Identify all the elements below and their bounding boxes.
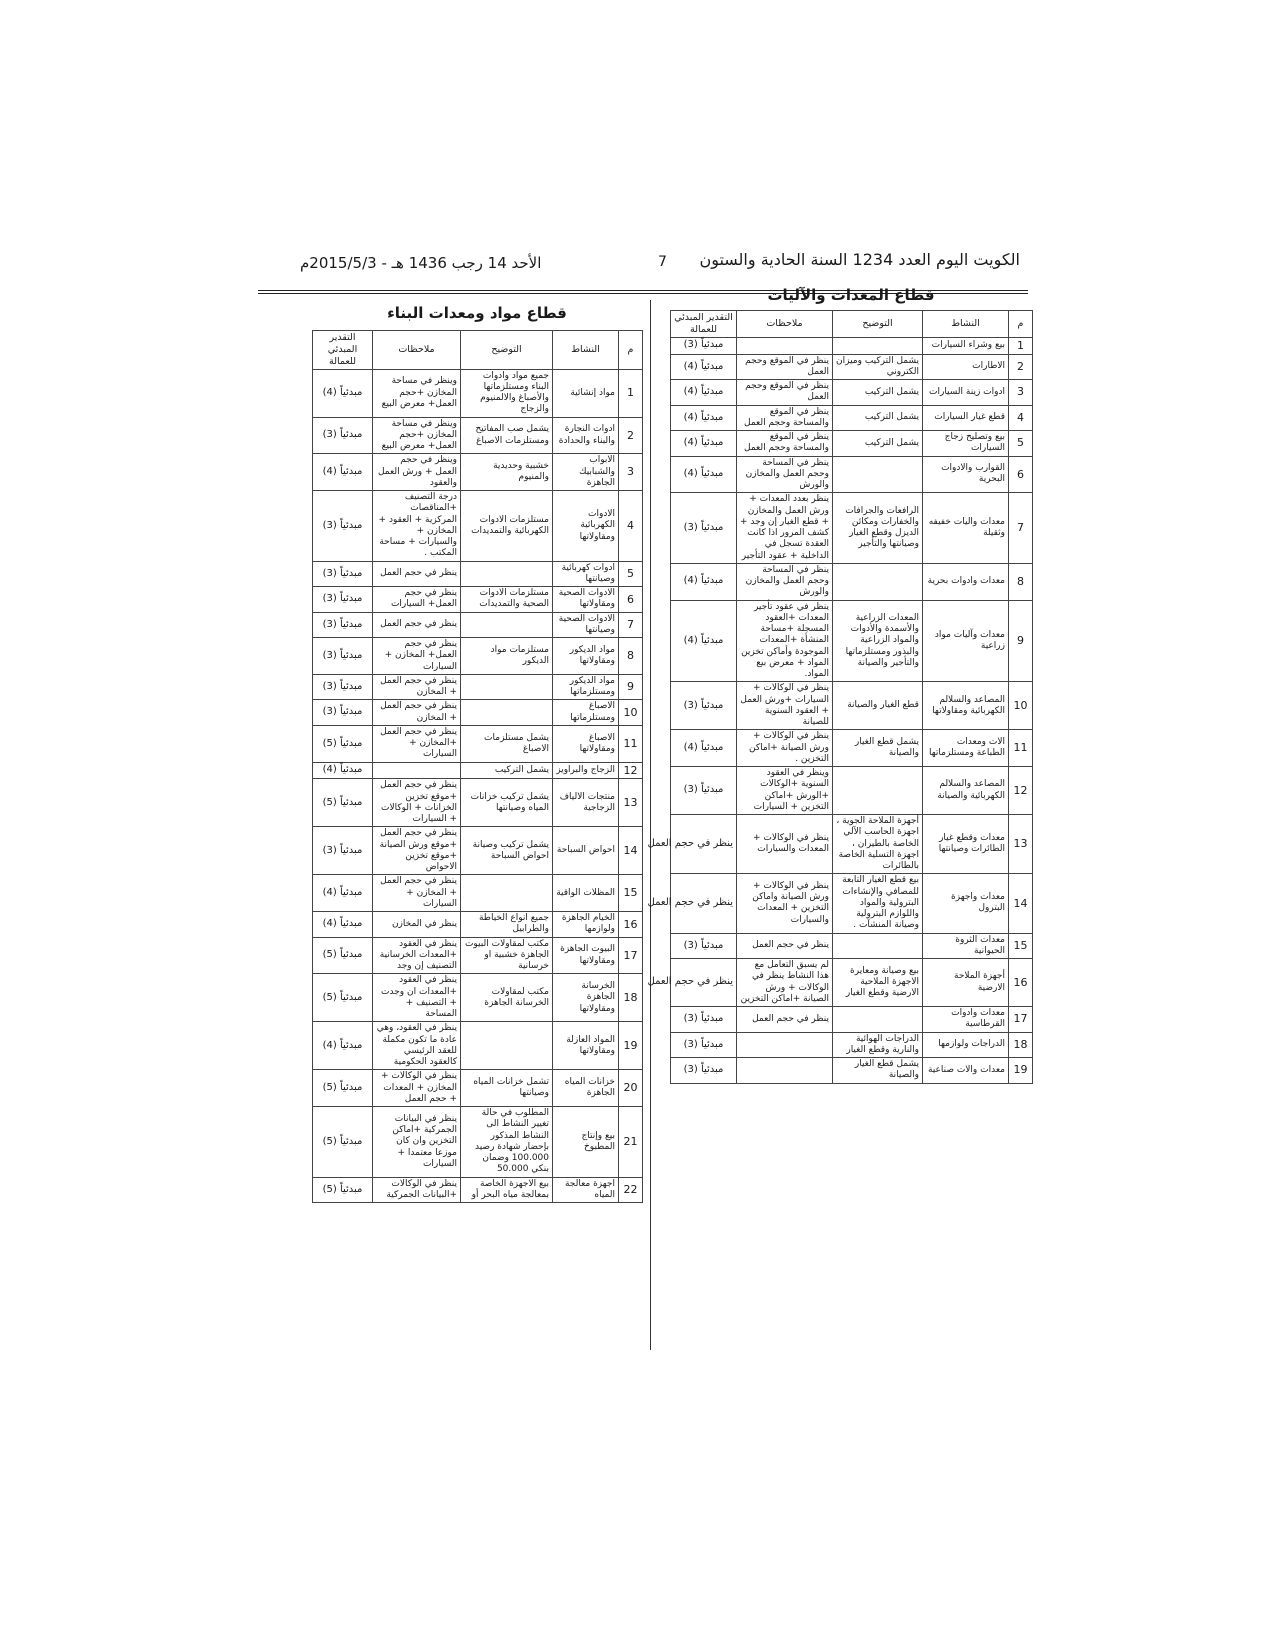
row-number: 18 bbox=[1009, 1032, 1033, 1058]
notes-cell: وينظر في العقود السنوية +الوكالات +الورش +اماكن التخزين + السيارات bbox=[737, 767, 833, 815]
activity-cell: معدات وادوات القرطاسية bbox=[923, 1007, 1009, 1033]
table-row bbox=[313, 587, 643, 613]
table-body bbox=[313, 369, 643, 1203]
estimate-cell: مبدئياً (4) bbox=[671, 456, 737, 493]
table-row bbox=[313, 937, 643, 974]
col-header-number: م bbox=[619, 331, 643, 370]
estimate-cell: مبدئياً (3) bbox=[313, 827, 373, 875]
notes-cell: ينظر في العقود +المعدات الخرسانية التصنيف إن وجد bbox=[373, 937, 461, 974]
description-cell: يشمل تركيب وصيانة احواض السباحة bbox=[461, 827, 553, 875]
description-cell: بيع الاجهزة الخاصة بمعالجة مياه البحر أو bbox=[461, 1177, 553, 1203]
col-header-activity: النشاط bbox=[553, 331, 619, 370]
estimate-cell: مبدئياً (4) bbox=[313, 762, 373, 779]
activity-cell: ادوات زينة السيارات bbox=[923, 380, 1009, 406]
notes-cell: ينظر في الموقع والمساحة وحجم العمل bbox=[737, 431, 833, 457]
table-row bbox=[313, 1070, 643, 1107]
estimate-cell: مبدئياً (5) bbox=[313, 1177, 373, 1203]
estimate-cell: مبدئياً (3) bbox=[313, 417, 373, 454]
notes-cell: ينظر في حجم العمل bbox=[373, 612, 461, 638]
estimate-cell: مبدئياً (3) bbox=[313, 561, 373, 587]
description-cell: يشمل قطع الغيار والصيانة bbox=[833, 1058, 923, 1084]
activity-cell: معدات الثروة الحيوانية bbox=[923, 933, 1009, 959]
estimate-cell: مبدئياً (4) bbox=[671, 380, 737, 406]
description-cell: يشمل التركيب bbox=[461, 762, 553, 779]
table-row bbox=[671, 354, 1033, 380]
activity-cell: معدات واليات خفيفه وثقيلة bbox=[923, 493, 1009, 564]
notes-cell: ينظر في الموقع وحجم العمل bbox=[737, 380, 833, 406]
description-cell: قطع الغيار والصيانة bbox=[833, 682, 923, 730]
table-row bbox=[671, 600, 1033, 682]
activity-cell: معدات وآليات مواد زراعية bbox=[923, 600, 1009, 682]
notes-cell: وينظر في مساحة المخازن +حجم العمل+ معرض البيع bbox=[373, 417, 461, 454]
notes-cell: ينظر في حجم العمل +موقع ورش الصيانة +موقع تخزين الاحواض bbox=[373, 827, 461, 875]
row-number: 6 bbox=[1009, 456, 1033, 493]
notes-cell: وينظر في مساحة المخازن +حجم العمل+ معرض البيع bbox=[373, 369, 461, 417]
row-number: 7 bbox=[1009, 493, 1033, 564]
notes-cell: ينظر في الموقع والمساحة وحجم العمل bbox=[737, 405, 833, 431]
estimate-cell: مبدئياً (4) bbox=[313, 1022, 373, 1070]
row-number: 19 bbox=[1009, 1058, 1033, 1084]
notes-cell: ينظر في حجم العمل + المخازن bbox=[373, 674, 461, 700]
row-number: 5 bbox=[619, 561, 643, 587]
row-number: 11 bbox=[1009, 730, 1033, 767]
activity-cell: بيع وتصليح زجاج السيارات bbox=[923, 431, 1009, 457]
notes-cell: ينظر في حجم العمل + المخازن + السيارات bbox=[373, 875, 461, 912]
description-cell: المعدات الزراعية والأسمدة والأدوات والمواد الزراعية والبذور ومستلزماتها والتأجير والصيانة bbox=[833, 600, 923, 682]
table-row bbox=[671, 933, 1033, 959]
estimate-cell: مبدئياً (5) bbox=[313, 1070, 373, 1107]
notes-cell: ينظر في حجم العمل bbox=[737, 933, 833, 959]
estimate-cell: مبدئياً (4) bbox=[671, 431, 737, 457]
estimate-cell: مبدئياً (5) bbox=[313, 974, 373, 1022]
row-number: 7 bbox=[619, 612, 643, 638]
equipment-machinery-table bbox=[647, 310, 1033, 1084]
row-number: 2 bbox=[1009, 354, 1033, 380]
row-number: 16 bbox=[619, 912, 643, 938]
row-number: 12 bbox=[1009, 767, 1033, 815]
row-number: 13 bbox=[1009, 815, 1033, 874]
table-row bbox=[313, 912, 643, 938]
row-number: 10 bbox=[1009, 682, 1033, 730]
row-number: 20 bbox=[619, 1070, 643, 1107]
row-number: 14 bbox=[619, 827, 643, 875]
row-number: 8 bbox=[1009, 563, 1033, 600]
notes-cell: ينظر في حجم العمل bbox=[373, 561, 461, 587]
row-number: 15 bbox=[1009, 933, 1033, 959]
activity-cell: معدات والات صناعية bbox=[923, 1058, 1009, 1084]
activity-cell: بيع وإنتاج المطبوخ bbox=[553, 1107, 619, 1178]
description-cell: مكتب لمقاولات الخرسانة الجاهزة bbox=[461, 974, 553, 1022]
table-row bbox=[313, 561, 643, 587]
table-row bbox=[313, 417, 643, 454]
table-row bbox=[671, 1032, 1033, 1058]
notes-cell: ينظر في الوكالات + السيارات +ورش العمل + العقود السنوية للصيانة bbox=[737, 682, 833, 730]
estimate-cell: ينظر في حجم العمل bbox=[671, 815, 737, 874]
table-row bbox=[313, 612, 643, 638]
table-header-row bbox=[671, 311, 1033, 338]
activity-cell: احواض السباحة bbox=[553, 827, 619, 875]
publication-title: الكويت اليوم العدد 1234 السنة الحادية والستون bbox=[699, 250, 1020, 269]
description-cell bbox=[461, 561, 553, 587]
row-number: 21 bbox=[619, 1107, 643, 1178]
activity-cell: الخرسانة الجاهزة ومقاولاتها bbox=[553, 974, 619, 1022]
activity-cell: القوارب والادوات البحرية bbox=[923, 456, 1009, 493]
table-row bbox=[671, 431, 1033, 457]
notes-cell: ينظر في حجم العمل bbox=[737, 1007, 833, 1033]
table-row bbox=[313, 725, 643, 762]
description-cell: يشمل التركيب bbox=[833, 431, 923, 457]
estimate-cell: مبدئياً (3) bbox=[313, 587, 373, 613]
activity-cell: مواد الديكور ومستلزماتها bbox=[553, 674, 619, 700]
building-materials-table bbox=[312, 330, 643, 1203]
estimate-cell: مبدئياً (4) bbox=[671, 563, 737, 600]
notes-cell: ينظر في الوكالات + ورش الصيانة واماكن التخزين + المعدات والسيارات bbox=[737, 874, 833, 933]
activity-cell: قطع غيار السيارات bbox=[923, 405, 1009, 431]
description-cell: مكتب لمقاولات البيوت الجاهزة خشبية او خرسانية bbox=[461, 937, 553, 974]
notes-cell: ينظر في العقود +المعدات ان وجدت + التصنيف + المساحة bbox=[373, 974, 461, 1022]
issue-date: الأحد 14 رجب 1436 هـ - 2015/5/3م bbox=[300, 254, 542, 272]
estimate-cell: مبدئياً (4) bbox=[671, 354, 737, 380]
row-number: 11 bbox=[619, 725, 643, 762]
col-header-notes: ملاحظات bbox=[737, 311, 833, 338]
description-cell bbox=[833, 767, 923, 815]
table-row bbox=[313, 974, 643, 1022]
estimate-cell: مبدئياً (3) bbox=[671, 933, 737, 959]
table-row bbox=[313, 779, 643, 827]
estimate-cell: مبدئياً (4) bbox=[313, 454, 373, 491]
table-body bbox=[647, 337, 1033, 1083]
right-section-title: قطاع المعدات والآليات bbox=[767, 286, 935, 304]
table-row bbox=[313, 762, 643, 779]
table-row bbox=[671, 1058, 1033, 1084]
estimate-cell: مبدئياً (4) bbox=[313, 875, 373, 912]
description-cell: مستلزمات الادوات الكهربائية والتمديدات bbox=[461, 491, 553, 562]
description-cell: يشمل مستلزمات الاصباغ bbox=[461, 725, 553, 762]
activity-cell: الزجاج والبراويز bbox=[553, 762, 619, 779]
notes-cell: ينظر في حجم العمل+ السيارات bbox=[373, 587, 461, 613]
table-row bbox=[671, 456, 1033, 493]
estimate-cell: مبدئياً (5) bbox=[313, 937, 373, 974]
description-cell: جميع مواد وادوات البناء ومستلزماتها والأصباغ والالمنيوم والزجاج bbox=[461, 369, 553, 417]
description-cell: يشمل صب المفاتيح ومستلزمات الاصباغ bbox=[461, 417, 553, 454]
table-row bbox=[313, 369, 643, 417]
description-cell: يشمل التركيب وميزان الكتروني bbox=[833, 354, 923, 380]
activity-cell: الخيام الجاهزة ولوازمها bbox=[553, 912, 619, 938]
table-row bbox=[313, 1107, 643, 1178]
estimate-cell: مبدئياً (3) bbox=[671, 1058, 737, 1084]
activity-cell: أجهزة الملاحة الارضية bbox=[923, 959, 1009, 1007]
estimate-cell: مبدئياً (3) bbox=[313, 700, 373, 726]
col-header-description: التوضيح bbox=[833, 311, 923, 338]
activity-cell: البيوت الجاهزة ومقاولاتها bbox=[553, 937, 619, 974]
activity-cell: الاصباغ ومقاولاتها bbox=[553, 725, 619, 762]
estimate-cell: مبدئياً (3) bbox=[671, 767, 737, 815]
description-cell: الدراجات الهوائية والنارية وقطع الغيار bbox=[833, 1032, 923, 1058]
col-header-number: م bbox=[1009, 311, 1033, 338]
column-divider bbox=[650, 300, 651, 1350]
description-cell bbox=[833, 933, 923, 959]
notes-cell: ينظر في الموقع وحجم العمل bbox=[737, 354, 833, 380]
activity-cell: الادوات الصحية ومقاولاتها bbox=[553, 587, 619, 613]
col-header-activity: النشاط bbox=[923, 311, 1009, 338]
row-number: 1 bbox=[619, 369, 643, 417]
notes-cell: ينظر في حجم العمل+ المخازن + السيارات bbox=[373, 638, 461, 675]
notes-cell: درجة التصنيف +المناقصات المركزية + العقود + المخازن + والسيارات + مساحة المكتب . bbox=[373, 491, 461, 562]
notes-cell: ينظر في حجم العمل +موقع تخزين الخزانات + الوكالات + السيارات bbox=[373, 779, 461, 827]
table-row bbox=[671, 767, 1033, 815]
estimate-cell: مبدئياً (3) bbox=[671, 682, 737, 730]
activity-cell: الادوات الكهربائية ومقاولاتها bbox=[553, 491, 619, 562]
page-header bbox=[300, 248, 1020, 288]
notes-cell: ينظر في حجم العمل +المخازن + السيارات bbox=[373, 725, 461, 762]
row-number: 4 bbox=[1009, 405, 1033, 431]
row-number: 10 bbox=[619, 700, 643, 726]
table-row bbox=[671, 959, 1033, 1007]
activity-cell: بيع وشراء السيارات bbox=[923, 337, 1009, 354]
table-row bbox=[671, 337, 1033, 354]
table-row bbox=[671, 563, 1033, 600]
activity-cell: الات ومعدات الطباعة ومستلزماتها bbox=[923, 730, 1009, 767]
description-cell: تشمل خزانات المياه وصيانتها bbox=[461, 1070, 553, 1107]
estimate-cell: مبدئياً (3) bbox=[671, 1032, 737, 1058]
notes-cell bbox=[737, 1058, 833, 1084]
col-header-notes: ملاحظات bbox=[373, 331, 461, 370]
estimate-cell: ينظر في حجم العمل bbox=[671, 959, 737, 1007]
table-row bbox=[671, 730, 1033, 767]
notes-cell: وينظر في حجم العمل + ورش العمل والعقود bbox=[373, 454, 461, 491]
table-row bbox=[313, 454, 643, 491]
row-number: 3 bbox=[1009, 380, 1033, 406]
row-number: 2 bbox=[619, 417, 643, 454]
notes-cell: ينظر في البيانات الجمركية +اماكن التخزين وان كان موزعا معتمدا + السيارات bbox=[373, 1107, 461, 1178]
table-row bbox=[313, 674, 643, 700]
notes-cell: ينظر في الوكالات + المخازن + المعدات + حجم العمل bbox=[373, 1070, 461, 1107]
notes-cell: ينظر في المخازن bbox=[373, 912, 461, 938]
activity-cell: مواد إنشائية bbox=[553, 369, 619, 417]
table-row bbox=[671, 874, 1033, 933]
estimate-cell: مبدئياً (5) bbox=[313, 725, 373, 762]
table-row bbox=[313, 1022, 643, 1070]
estimate-cell: مبدئياً (4) bbox=[313, 369, 373, 417]
row-number: 17 bbox=[1009, 1007, 1033, 1033]
row-number: 15 bbox=[619, 875, 643, 912]
activity-cell: معدات وادوات بحرية bbox=[923, 563, 1009, 600]
description-cell bbox=[461, 674, 553, 700]
estimate-cell: مبدئياً (5) bbox=[313, 779, 373, 827]
activity-cell: معدات وقطع غيار الطائرات وصيانتها bbox=[923, 815, 1009, 874]
estimate-cell: مبدئياً (3) bbox=[313, 491, 373, 562]
estimate-cell: مبدئياً (5) bbox=[313, 1107, 373, 1178]
description-cell bbox=[461, 1022, 553, 1070]
activity-cell: الاصباغ ومستلزماتها bbox=[553, 700, 619, 726]
page-number: 7 bbox=[658, 254, 667, 270]
table-header-row bbox=[313, 331, 643, 370]
estimate-cell: مبدئياً (4) bbox=[313, 912, 373, 938]
description-cell bbox=[833, 456, 923, 493]
col-header-estimate: التقدير المبدئي للعمالة bbox=[671, 311, 737, 338]
estimate-cell: مبدئياً (3) bbox=[671, 337, 737, 354]
row-number: 13 bbox=[619, 779, 643, 827]
table-row bbox=[671, 815, 1033, 874]
description-cell: مستلزمات الادوات الصحية والتمديدات bbox=[461, 587, 553, 613]
row-number: 9 bbox=[619, 674, 643, 700]
notes-cell: ينظر في الوكالات + المعدات والسيارات bbox=[737, 815, 833, 874]
row-number: 9 bbox=[1009, 600, 1033, 682]
row-number: 5 bbox=[1009, 431, 1033, 457]
activity-cell: اجهزة معالجة المياه bbox=[553, 1177, 619, 1203]
estimate-cell: ينظر في حجم العمل bbox=[671, 874, 737, 933]
activity-cell: ادوات كهربائية وصيانتها bbox=[553, 561, 619, 587]
table-row bbox=[313, 827, 643, 875]
activity-cell: منتجات الالياف الزجاجية bbox=[553, 779, 619, 827]
description-cell: بيع وصيانة ومعايرة الاجهزة الملاحية الارضية وقطع الغيار bbox=[833, 959, 923, 1007]
estimate-cell: مبدئياً (3) bbox=[313, 638, 373, 675]
notes-cell: ينظر في المساحة وحجم العمل والمخازن والورش bbox=[737, 563, 833, 600]
description-cell bbox=[833, 563, 923, 600]
activity-cell: الدراجات ولوازمها bbox=[923, 1032, 1009, 1058]
description-cell: يشمل قطع الغيار والصيانة bbox=[833, 730, 923, 767]
activity-cell: الاطارات bbox=[923, 354, 1009, 380]
estimate-cell: مبدئياً (3) bbox=[313, 674, 373, 700]
description-cell: جميع انواع الخياطة والطرابيل bbox=[461, 912, 553, 938]
left-section-title: قطاع مواد ومعدات البناء bbox=[387, 304, 567, 322]
activity-cell: المصاعد والسلالم الكهربائية ومقاولاتها bbox=[923, 682, 1009, 730]
activity-cell: خزانات المياه الجاهزة bbox=[553, 1070, 619, 1107]
estimate-cell: مبدئياً (4) bbox=[671, 600, 737, 682]
row-number: 6 bbox=[619, 587, 643, 613]
row-number: 8 bbox=[619, 638, 643, 675]
estimate-cell: مبدئياً (3) bbox=[313, 612, 373, 638]
table-row bbox=[313, 700, 643, 726]
row-number: 18 bbox=[619, 974, 643, 1022]
description-cell bbox=[833, 337, 923, 354]
description-cell: يشمل تركيب خزانات المياه وصيانتها bbox=[461, 779, 553, 827]
description-cell bbox=[461, 612, 553, 638]
notes-cell: ينظر في العقود، وهي عادة ما تكون مكملة للعقد الرئيسي كالعقود الحكومية bbox=[373, 1022, 461, 1070]
table-row bbox=[671, 1007, 1033, 1033]
notes-cell bbox=[373, 762, 461, 779]
estimate-cell: مبدئياً (3) bbox=[671, 1007, 737, 1033]
row-number: 3 bbox=[619, 454, 643, 491]
description-cell bbox=[833, 1007, 923, 1033]
activity-cell: المواد العازلة ومقاولاتها bbox=[553, 1022, 619, 1070]
row-number: 17 bbox=[619, 937, 643, 974]
table-row bbox=[671, 380, 1033, 406]
notes-cell: ينظر في الوكالات +البيانات الجمركية bbox=[373, 1177, 461, 1203]
row-number: 4 bbox=[619, 491, 643, 562]
row-number: 12 bbox=[619, 762, 643, 779]
row-number: 22 bbox=[619, 1177, 643, 1203]
table-row bbox=[671, 682, 1033, 730]
description-cell bbox=[461, 875, 553, 912]
table-row bbox=[313, 875, 643, 912]
description-cell: أجهزة الملاحة الجوية ، اجهزة الحاسب الآلي الخاصة بالطيران ، اجهزة التسلية الخاصة بالطائرات bbox=[833, 815, 923, 874]
activity-cell: معدات واجهزة البترول bbox=[923, 874, 1009, 933]
notes-cell bbox=[737, 1032, 833, 1058]
notes-cell: ينظر في الوكالات + ورش الصيانة +اماكن التخزين . bbox=[737, 730, 833, 767]
notes-cell: ينظر في حجم العمل + المخازن bbox=[373, 700, 461, 726]
row-number: 14 bbox=[1009, 874, 1033, 933]
notes-cell bbox=[737, 337, 833, 354]
estimate-cell: مبدئياً (3) bbox=[671, 493, 737, 564]
estimate-cell: مبدئياً (4) bbox=[671, 730, 737, 767]
activity-cell: مواد الديكور ومقاولاتها bbox=[553, 638, 619, 675]
description-cell: بيع قطع الغيار التابعة للمصافي والإنشاءات البترولية والمواد واللوازم البترولية وصيانة المنشآت . bbox=[833, 874, 923, 933]
notes-cell: ينظر بعدد المعدات + ورش العمل والمخازن + قطع الغيار إن وجد + كشف المرور اذا كانت العقدة تسجل في الداخلية + عقود التأجير bbox=[737, 493, 833, 564]
notes-cell: ينظر في المساحة وحجم العمل والمخازن والورش bbox=[737, 456, 833, 493]
table-row bbox=[313, 638, 643, 675]
notes-cell: لم يسبق التعامل مع هذا النشاط ينظر في الوكالات + ورش الصيانة +اماكن التخزين bbox=[737, 959, 833, 1007]
description-cell bbox=[461, 700, 553, 726]
estimate-cell: مبدئياً (4) bbox=[671, 405, 737, 431]
description-cell: الرافعات والجرافات والخفارات ومكائن الديزل وقطع الغيار وصيانتها والتأجير bbox=[833, 493, 923, 564]
activity-cell: الابواب والشبابيك الجاهزة bbox=[553, 454, 619, 491]
activity-cell: ادوات النجارة والبناء والحدادة bbox=[553, 417, 619, 454]
notes-cell: ينظر في عقود تأجير المعدات +العقود المسجلة +مساحة المنشأة +المعدات الموجودة وأماكن تخزين المواد + معرض بيع المواد. bbox=[737, 600, 833, 682]
description-cell: يشمل التركيب bbox=[833, 380, 923, 406]
row-number: 16 bbox=[1009, 959, 1033, 1007]
table-row bbox=[671, 493, 1033, 564]
table-row bbox=[313, 1177, 643, 1203]
table-row bbox=[313, 491, 643, 562]
description-cell: خشبية وحديدية والمنيوم bbox=[461, 454, 553, 491]
row-number: 1 bbox=[1009, 337, 1033, 354]
description-cell: مستلزمات مواد الديكور bbox=[461, 638, 553, 675]
description-cell: يشمل التركيب bbox=[833, 405, 923, 431]
col-header-estimate: التقدير المبدئي للعمالة bbox=[313, 331, 373, 370]
col-header-description: التوضيح bbox=[461, 331, 553, 370]
activity-cell: المصاعد والسلالم الكهربائية والصيانة bbox=[923, 767, 1009, 815]
activity-cell: المظلات الواقية bbox=[553, 875, 619, 912]
table-row bbox=[671, 405, 1033, 431]
row-number: 19 bbox=[619, 1022, 643, 1070]
description-cell: المطلوب في حالة تغيير النشاط الى النشاط المذكور بإحضار شهادة رصيد 100.000 وضمان بنكي 50.000 bbox=[461, 1107, 553, 1178]
activity-cell: الادوات الصحية وصيانتها bbox=[553, 612, 619, 638]
